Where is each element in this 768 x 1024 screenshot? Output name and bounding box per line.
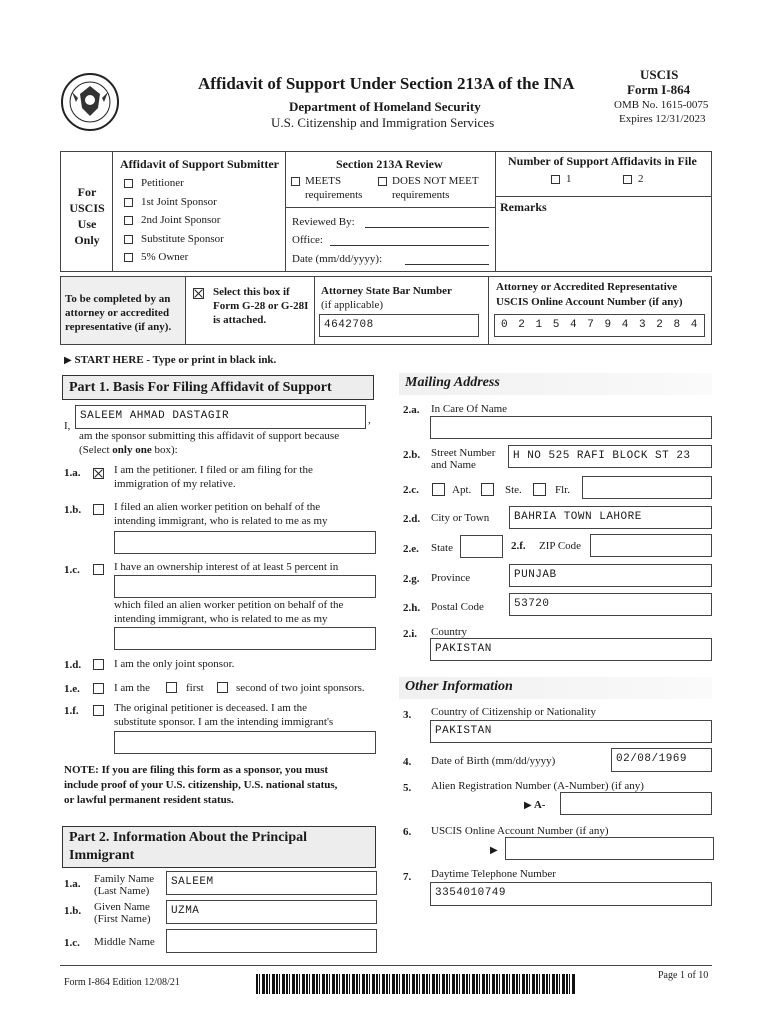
not-meet-sub: requirements (392, 189, 450, 201)
item-1c-line1: I have an ownership interest of at least 5 percent in (114, 561, 339, 573)
divider (185, 276, 186, 345)
state-label: State (431, 542, 453, 554)
item-1c-checkbox[interactable] (93, 564, 104, 575)
postal-num: 2.h. (403, 602, 421, 614)
item-1b-checkbox[interactable] (93, 504, 104, 515)
affidavit-count-title: Number of Support Affidavits in File (508, 154, 697, 168)
intro-bold: only one (112, 444, 152, 456)
form-title: Affidavit of Support Under Section 213A of the INA (198, 74, 575, 93)
item-1c-entity-field[interactable] (114, 575, 376, 598)
note-line: include proof of your U.S. citizenship, U.S. national status, (64, 779, 338, 791)
start-here-text: START HERE - Type or print in black ink. (74, 354, 277, 366)
submitter-option: Substitute Sponsor (141, 233, 224, 245)
mailing-address-title: Mailing Address (399, 373, 712, 395)
item-1a-num: 1.a. (64, 467, 81, 479)
intro-pre: (Select (79, 444, 113, 456)
submitter-title: Affidavit of Support Submitter (120, 157, 280, 171)
divider (488, 276, 489, 345)
bar-number-label: Attorney State Bar Number (321, 285, 452, 297)
given-label-2: (First Name) (94, 913, 151, 925)
account-label: Attorney or Accredited Representative (496, 281, 678, 293)
submitter-option: 5% Owner (141, 251, 189, 263)
submitter-owner-checkbox[interactable] (124, 253, 133, 262)
zip-num: 2.f. (511, 540, 526, 552)
divider (112, 151, 113, 272)
citizenship-num: 3. (403, 709, 412, 721)
item-1b-line2: intending immigrant, who is related to me as my (114, 515, 328, 527)
province-num: 2.g. (403, 573, 420, 585)
given-name-field[interactable]: UZMA (166, 900, 377, 924)
item-1e-num: 1.e. (64, 683, 80, 695)
anumber-field[interactable] (560, 792, 712, 815)
divider (285, 151, 286, 272)
part2-title-line2: Immigrant (69, 848, 135, 863)
other-info-title: Other Information (399, 677, 712, 699)
sponsor-name-field[interactable]: SALEEM AHMAD DASTAGIR (75, 405, 366, 429)
anumber-num: 5. (403, 782, 412, 794)
meets-label: MEETS (305, 175, 342, 187)
seal-text (120, 72, 121, 73)
state-num: 2.e. (403, 543, 419, 555)
attorney-intro: To be completed by an attorney or accredited representative (if any). (65, 293, 172, 333)
submitter-petitioner-checkbox[interactable] (124, 179, 133, 188)
divider (314, 276, 315, 345)
review-title: Section 213A Review (336, 157, 443, 171)
item-1e-first: first (186, 682, 204, 694)
not-meet-checkbox[interactable] (378, 177, 387, 186)
family-label-1: Family Name (94, 873, 155, 885)
care-of-num: 2.a. (403, 404, 420, 416)
zip-field[interactable] (590, 534, 712, 557)
part2-title-line1: Part 2. Information About the Principal (69, 830, 307, 845)
account-digit: 7 (587, 319, 595, 331)
divider (495, 151, 496, 272)
street-num: 2.b. (403, 449, 421, 461)
account-digit: 4 (621, 319, 629, 331)
phone-label: Daytime Telephone Number (431, 868, 556, 880)
item-1e-am: I am the (114, 682, 151, 694)
account-digit: 3 (639, 319, 647, 331)
item-1c-line3: intending immigrant, who is related to me as my (114, 613, 328, 625)
meets-checkbox[interactable] (291, 177, 300, 186)
i-label: I, (64, 420, 71, 432)
divider (495, 196, 712, 197)
city-num: 2.d. (403, 513, 421, 525)
reviewed-by-label: Reviewed By: (292, 216, 355, 228)
anumber-prefix-text: A- (533, 799, 546, 811)
online-account-field[interactable] (505, 837, 714, 860)
office-label: Office: (292, 234, 323, 246)
account-digit: 4 (690, 319, 698, 331)
anumber-label: Alien Registration Number (A-Number) (if any) (431, 780, 644, 792)
comma: , (368, 414, 371, 426)
citizenship-field[interactable]: PAKISTAN (430, 720, 712, 743)
remarks-label: Remarks (500, 200, 547, 214)
office-line[interactable] (330, 245, 489, 246)
item-1f-relation-field[interactable] (114, 731, 376, 754)
submitter-substitute-checkbox[interactable] (124, 235, 133, 244)
account-digit: 5 (552, 319, 560, 331)
online-account-num: 6. (403, 826, 412, 838)
item-1c-relation-field[interactable] (114, 627, 376, 650)
submitter-option: 2nd Joint Sponsor (141, 214, 221, 226)
omb-number: OMB No. 1615-0075 (614, 99, 709, 111)
item-1e-second-checkbox[interactable] (217, 682, 228, 693)
sponsor-intro-2 (79, 444, 178, 457)
item-1c-line2: which filed an alien worker petition on behalf of the (114, 599, 344, 611)
item-1f-checkbox[interactable] (93, 705, 104, 716)
middle-name-label: Middle Name (94, 936, 155, 948)
item-1b-line1: I filed an alien worker petition on behalf of the (114, 501, 321, 513)
street-field[interactable]: H NO 525 RAFI BLOCK ST 23 (508, 445, 712, 468)
flr-label: Flr. (555, 484, 570, 496)
street-label-2: and Name (431, 459, 476, 471)
item-1a-line2: immigration of my relative. (114, 478, 236, 490)
submitter-option: Petitioner (141, 177, 184, 189)
given-name-num: 1.b. (64, 905, 82, 917)
item-1a-line1: I am the petitioner. I filed or am filing for the (114, 464, 313, 476)
city-label: City or Town (431, 512, 490, 524)
item-1f-line2: substitute sponsor. I am the intending immigrant's (114, 716, 334, 728)
middle-name-field[interactable] (166, 929, 377, 953)
item-1f-line1: The original petitioner is deceased. I am the (114, 702, 308, 714)
city-field[interactable]: BAHRIA TOWN LAHORE (509, 506, 712, 529)
dob-label: Date of Birth (mm/dd/yyyy) (431, 755, 556, 767)
uscis-label: USCIS (640, 67, 679, 82)
country-num: 2.i. (403, 628, 418, 640)
count-1-label: 1 (566, 173, 572, 185)
submitter-joint1-checkbox[interactable] (124, 198, 133, 207)
item-1a-checkbox[interactable] (93, 468, 104, 479)
item-1d-num: 1.d. (64, 659, 82, 671)
footer-page-number: Page 1 of 10 (658, 970, 709, 981)
uscis-use-line: Use (77, 217, 97, 231)
zip-label: ZIP Code (539, 540, 582, 552)
unit-number-field[interactable] (582, 476, 712, 499)
account-digit: 2 (656, 319, 664, 331)
family-label-2: (Last Name) (94, 885, 150, 897)
item-1f-num: 1.f. (64, 705, 79, 717)
item-1e-second: second of two joint sponsors. (236, 682, 365, 694)
count-1-checkbox[interactable] (551, 175, 560, 184)
family-name-field[interactable]: SALEEM (166, 871, 377, 895)
given-label-1: Given Name (94, 901, 150, 913)
account-digit: 2 (518, 319, 526, 331)
item-1d-checkbox[interactable] (93, 659, 104, 670)
bar-number-field[interactable]: 4642708 (319, 314, 479, 337)
country-label: Country (431, 626, 468, 638)
flr-checkbox[interactable] (533, 483, 546, 496)
review-date-label: Date (mm/dd/yyyy): (292, 253, 383, 265)
account-digit: 1 (535, 319, 543, 331)
online-account-label: USCIS Online Account Number (if any) (431, 825, 609, 837)
account-digit: 9 (604, 319, 612, 331)
middle-name-num: 1.c. (64, 937, 80, 949)
item-1d-line: I am the only joint sponsor. (114, 658, 235, 670)
family-name-num: 1.a. (64, 878, 81, 890)
start-here (64, 354, 276, 366)
reviewed-by-line[interactable] (365, 227, 489, 228)
uscis-use-label (62, 184, 112, 248)
account-digit: 0 (501, 319, 509, 331)
country-field[interactable]: PAKISTAN (430, 638, 712, 661)
citizenship-label: Country of Citizenship or Nationality (431, 706, 596, 718)
item-1e-first-checkbox[interactable] (166, 682, 177, 693)
street-label-1: Street Number (431, 447, 496, 459)
count-2-label: 2 (638, 173, 644, 185)
department-name: Department of Homeland Security (289, 99, 481, 114)
dob-field[interactable]: 02/08/1969 (611, 748, 712, 772)
postal-field[interactable]: 53720 (509, 593, 712, 616)
apt-checkbox[interactable] (432, 483, 445, 496)
care-of-label: In Care Of Name (431, 403, 508, 415)
dhs-seal (60, 72, 120, 132)
count-2-checkbox[interactable] (623, 175, 632, 184)
barcode (256, 974, 576, 994)
arrow-right-icon: ▶ (524, 800, 532, 811)
anumber-prefix (524, 799, 545, 811)
review-date-line[interactable] (405, 264, 489, 265)
uscis-use-line: For (77, 185, 97, 199)
meets-sub: requirements (305, 189, 363, 201)
uscis-use-line: Only (74, 233, 100, 247)
care-of-field[interactable] (430, 416, 712, 439)
divider (285, 207, 495, 208)
ste-checkbox[interactable] (481, 483, 494, 496)
not-meet-label: DOES NOT MEET (392, 175, 479, 187)
form-number: Form I-864 (627, 82, 691, 97)
apt-label: Apt. (452, 484, 472, 496)
item-1b-num: 1.b. (64, 504, 82, 516)
agency-name: U.S. Citizenship and Immigration Services (271, 115, 495, 130)
intro-post: box): (151, 444, 178, 456)
phone-field[interactable]: 3354010749 (430, 882, 712, 906)
bar-number-sub: (if applicable) (321, 299, 383, 311)
phone-num: 7. (403, 871, 412, 883)
state-field[interactable] (460, 535, 503, 558)
item-1c-num: 1.c. (64, 564, 80, 576)
g28-text: Select this box if Form G-28 or G-28I is attached. (213, 286, 309, 326)
province-field[interactable]: PUNJAB (509, 564, 712, 587)
given-name-label (94, 901, 151, 925)
family-name-label (94, 873, 154, 897)
ste-label: Ste. (505, 484, 522, 496)
street-label (431, 447, 495, 471)
submitter-option: 1st Joint Sponsor (141, 196, 217, 208)
note-line: or lawful permanent resident status. (64, 794, 234, 806)
note-text (64, 763, 337, 808)
sponsor-intro-1: am the sponsor submitting this affidavit of support because (79, 430, 340, 442)
account-digit: 8 (673, 319, 681, 331)
province-label: Province (431, 572, 471, 584)
part1-title: Part 1. Basis For Filing Affidavit of Support (62, 375, 374, 400)
arrow-right-icon: ▶ (490, 845, 498, 856)
uscis-use-label-full (0, 0, 1, 1)
footer-rule (60, 965, 712, 966)
item-1e-checkbox[interactable] (93, 683, 104, 694)
item-1b-relation-field[interactable] (114, 531, 376, 554)
g28-checkbox[interactable] (193, 288, 204, 299)
postal-label: Postal Code (431, 601, 484, 613)
arrow-right-icon: ▶ (64, 355, 72, 366)
note-line: NOTE: If you are filing this form as a sponsor, you must (64, 764, 329, 776)
dob-num: 4. (403, 756, 412, 768)
uscis-use-line: USCIS (69, 201, 105, 215)
expiration-date: Expires 12/31/2023 (619, 113, 706, 125)
account-digit: 4 (570, 319, 578, 331)
part2-title (62, 826, 376, 868)
unit-num: 2.c. (403, 484, 419, 496)
footer-form-edition: Form I-864 Edition 12/08/21 (64, 977, 180, 988)
account-label2: USCIS Online Account Number (if any) (496, 296, 683, 308)
submitter-joint2-checkbox[interactable] (124, 216, 133, 225)
account-number-field[interactable] (494, 314, 705, 337)
